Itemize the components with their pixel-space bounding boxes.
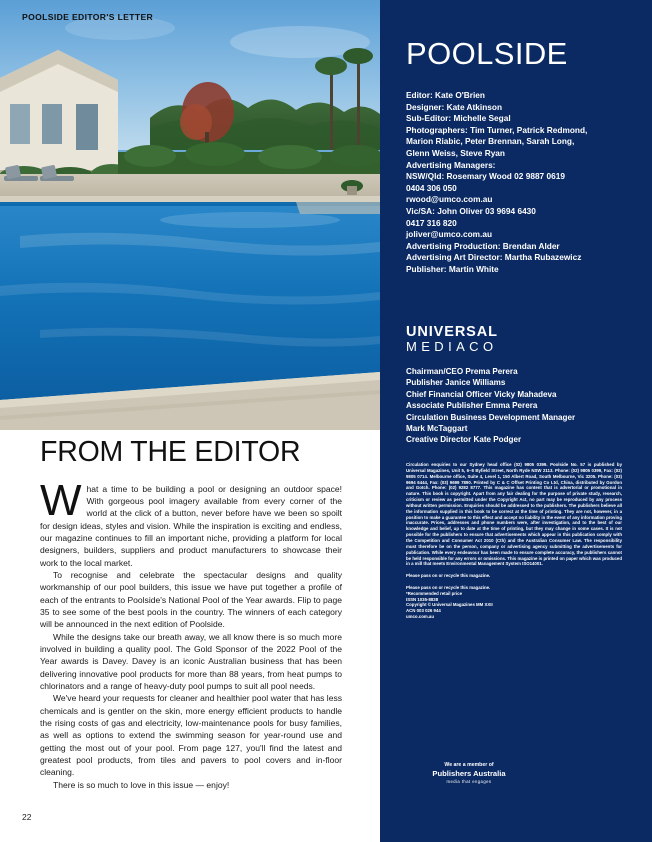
publishers-australia-logo xyxy=(410,762,528,785)
credit-line: Editor: Kate O'Brien xyxy=(406,90,485,100)
credit-line: Publisher: Martin White xyxy=(406,263,499,274)
publisher-logo-line-1: UNIVERSAL xyxy=(406,324,498,340)
page-number: 22 xyxy=(22,812,32,822)
publisher-logo xyxy=(406,325,498,355)
publisher-logo-line-2: MEDIACO xyxy=(406,339,498,355)
credit-line: Sub-Editor: Michelle Segal xyxy=(406,113,511,124)
fineprint-tail-line: *Recommended retail price xyxy=(406,590,463,596)
editorial-paragraph xyxy=(40,475,342,569)
editorial-block xyxy=(40,438,342,791)
staff-list xyxy=(406,366,636,446)
staff-line: Associate Publisher Emma Perera xyxy=(406,401,538,411)
editorial-paragraph: There is so much to love in this issue — enjoy! xyxy=(53,779,230,790)
staff-line: Chairman/CEO Prema Perera xyxy=(406,367,518,376)
credit-line: Vic/SA: John Oliver 03 9694 6430 xyxy=(406,205,536,216)
fineprint-block xyxy=(406,462,622,620)
credit-line: Photographers: Tim Turner, Patrick Redmond, xyxy=(406,124,588,135)
staff-line: Publisher Janice Williams xyxy=(406,378,506,388)
credit-line: NSW/Qld: Rosemary Wood 02 9887 0619 xyxy=(406,171,565,182)
credit-line: Advertising Art Director: Martha Rubazewicz xyxy=(406,252,582,263)
staff-line: Mark McTaggart xyxy=(406,424,468,434)
fineprint-tail-line: ISSN 1035-8838 xyxy=(406,596,439,602)
fineprint-tail-website[interactable]: umco.com.au xyxy=(406,614,434,620)
credit-line: Advertising Managers: xyxy=(406,159,496,170)
association-logo-line-2: Publishers Australia xyxy=(432,769,506,778)
association-logo-line-1: We are a member of xyxy=(444,762,494,768)
fineprint-tail xyxy=(406,585,622,620)
fineprint-tail-line: Please pass on or recycle this magazine. xyxy=(406,584,491,590)
fineprint-recycle-note: Please pass on or recycle this magazine. xyxy=(406,573,491,579)
credits-list xyxy=(406,90,631,276)
fineprint-tail-line: ACN 003 026 944 xyxy=(406,608,441,614)
masthead-column xyxy=(380,0,652,842)
credit-line-email[interactable]: joliver@umco.com.au xyxy=(406,229,493,240)
staff-line: Chief Financial Officer Vicky Mahadeva xyxy=(406,389,557,399)
credit-line: Marion Riabic, Peter Brennan, Sarah Long, xyxy=(406,136,575,147)
running-head: POOLSIDE EDITOR'S LETTER xyxy=(22,12,154,22)
association-logo-line-3: media that engages xyxy=(446,779,492,784)
fineprint-tail-line: Copyright © Universal Magazines MM XXII xyxy=(406,602,493,608)
editorial-paragraph: To recognise and celebrate the spectacular designs and quality workmanship of our pool builders, this issue we have put together a profile of each of the entrants to Poolside's National Pool of the Year awards. Flip to page 35 to see some of the best pools in the country. The winners of each category will be announced in the next edition of Poolside. xyxy=(40,569,342,630)
credit-line: 0404 306 050 xyxy=(406,182,457,193)
credit-line: Advertising Production: Brendan Alder xyxy=(406,240,560,251)
credit-line-email[interactable]: rwood@umco.com.au xyxy=(406,194,493,205)
pool-photograph xyxy=(0,0,380,430)
staff-line: Circulation Business Development Manager xyxy=(406,412,576,422)
editorial-paragraph-text: hat a time to be building a pool or designing an outdoor space! With gorgeous pool imagery available from every corner of the world at the click of a button, never before have we been so spoilt for design ideas, styles and vision. While the inspiration is exciting and endless, our magazine continues to fill an important niche, providing a platform for local designers, builders, suppliers and product manufacturers to showcase their work to the local market. xyxy=(40,483,342,568)
magazine-masthead: POOLSIDE xyxy=(406,36,568,71)
editorial-paragraph: While the designs take our breath away, we all know there is so much more involved in building a quality pool. The Gold Sponsor of the 2022 Pool of the Year awards is Davey. Davey is an iconic Australian business that has been delivering innovative pool products for more than 88 years, from heat pumps to chlorinators and a range of heavy-duty pool pumps to suit all pool needs. xyxy=(40,631,342,691)
drop-cap: W xyxy=(40,475,82,525)
credit-line: Designer: Kate Atkinson xyxy=(406,101,503,112)
editorial-paragraph: We've heard your requests for cleaner and healthier pool water that has less chemicals and is gentler on the skin, more energy efficient products to handle the rising costs of gas and electricity, low-maintenance pools for busy families, as well as options to extend the swimming season for year-round use and getting the most out of your pool. From page 127, you'll find the latest and greatest pool products, from tiles and pavers to pool covers and in-floor cleaning. xyxy=(40,693,342,778)
page-title: FROM THE EDITOR xyxy=(40,436,301,468)
fineprint-body: Circulation enquiries to our Sydney head office (02) 9805 0399. Poolside No. 57 is published by Universal Magazines, Unit 5, 6–8 Byfield Street, North Ryde NSW 2113. Phone: (02) 9805 0399, Fax: (02) 9805 0714. Melbourne office, Suite 4, Level 1, 150 Albert Road, South Melbourne, Vic 3205. Phone: (03) 9694 6444, Fax: (03) 9699 7890. Printed by C & C Offset Printing Co Ltd, China, distributed by Gordon and Gotch. Phone: (02) 9282 8777. This magazine has content that is advertorial or promotional in nature. This book is copyright. Apart from any fair dealing for the purpose of private study, research, criticism or review as permitted under the Copyright Act, no part may be reproduced by any process without written permission. Enquiries should be addressed to the publishers. The publishers believe all the information supplied in this book to be correct at the time of printing. They are not, however, in a position to make a guarantee to this effect and accept no liability in the event of any information proving inaccurate. Prices, addresses and phone numbers were, after investigation, and to the best of our knowledge and belief, up to date at the time of printing, but they may change in some cases. It is not possible for the publishers to ensure that advertisements which appear in this publication comply with the Competition and Consumer Act 2010 (Cth) and the Australian Consumer Law. The responsibility must therefore be on the person, company or advertising agency submitting the advertisements for publication. While every endeavour has been made to ensure complete accuracy, the publishers cannot be held responsible for any errors or omissions. This magazine is printed on paper which was produced in a mill that meets Environmental Management System ISO14001. xyxy=(406,462,622,567)
editorial-body xyxy=(40,475,342,792)
credit-line: 0417 316 820 xyxy=(406,217,457,228)
staff-line: Creative Director Kate Podger xyxy=(406,435,522,445)
credit-line: Glenn Weiss, Steve Ryan xyxy=(406,147,505,158)
